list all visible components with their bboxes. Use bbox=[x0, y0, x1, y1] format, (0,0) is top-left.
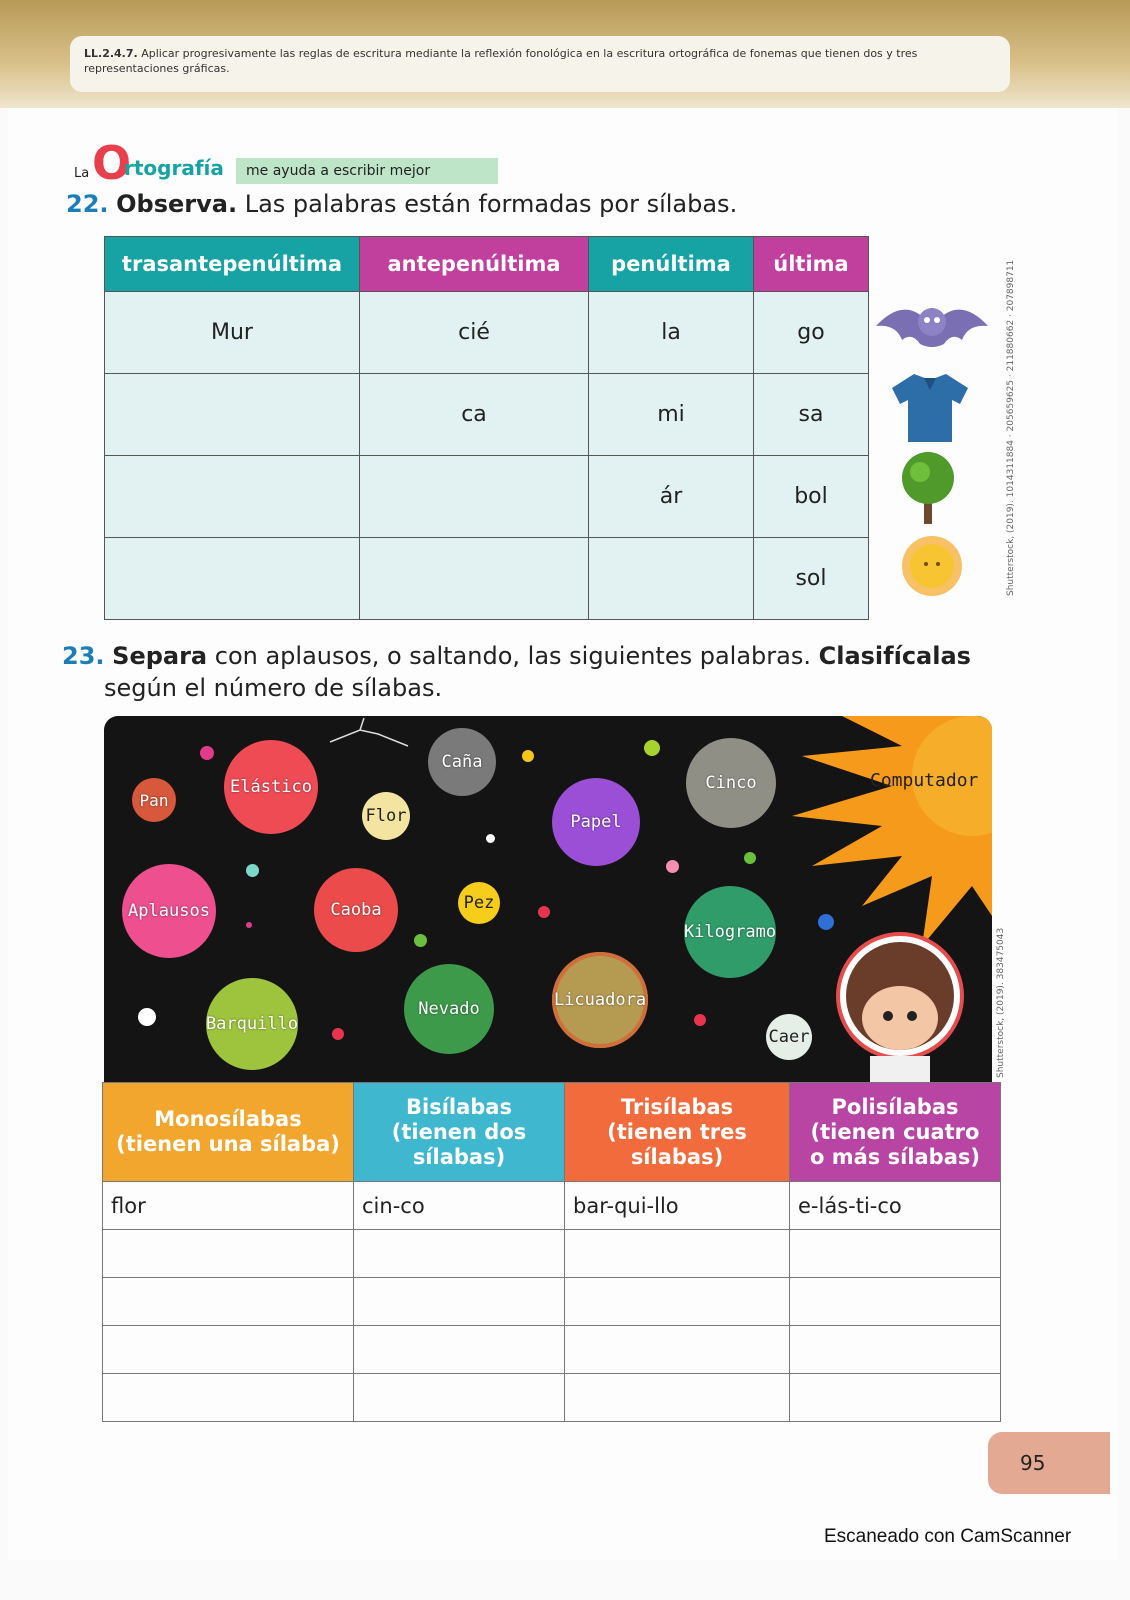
cls-cell[interactable]: e-lás-ti-co bbox=[790, 1182, 1001, 1230]
syl-cell[interactable]: sa bbox=[754, 374, 869, 456]
syl-header: antepenúltima bbox=[360, 237, 589, 292]
cls-cell[interactable] bbox=[790, 1230, 1001, 1278]
star-dot bbox=[332, 1028, 344, 1040]
table-row bbox=[105, 292, 869, 374]
cls-cell[interactable] bbox=[565, 1374, 790, 1422]
planet-pez[interactable]: Pez bbox=[458, 882, 500, 924]
section-subtitle: me ayuda a escribir mejor bbox=[236, 158, 498, 184]
table-row bbox=[103, 1182, 1001, 1230]
page-number: 95 bbox=[988, 1432, 1110, 1494]
planet-cinco[interactable]: Cinco bbox=[686, 738, 776, 828]
table-row bbox=[105, 456, 869, 538]
syl-cell[interactable]: sol bbox=[754, 538, 869, 620]
cls-header-polisilabas: Polisílabas (tienen cuatro o más sílabas) bbox=[790, 1083, 1001, 1182]
syl-cell[interactable]: ca bbox=[360, 374, 589, 456]
q23-text1: con aplausos, o saltando, las siguientes palabras. bbox=[207, 642, 819, 670]
q22-number: 22. bbox=[66, 190, 109, 218]
credit-top: Shutterstock, (2019). 1014311884 · 205659625 · 211880662 · 207898711 bbox=[1006, 259, 1016, 596]
sun-burst-icon bbox=[782, 716, 992, 946]
cls-cell[interactable] bbox=[565, 1278, 790, 1326]
question-22 bbox=[66, 190, 737, 218]
star-dot bbox=[538, 906, 550, 918]
planet-licuadora[interactable]: Licuadora bbox=[552, 952, 648, 1048]
cls-header-trisilabas: Trisílabas (tienen tres sílabas) bbox=[565, 1083, 790, 1182]
credit-space: Shutterstock, (2019). 383475043 bbox=[996, 927, 1006, 1078]
sun-icon bbox=[898, 532, 966, 600]
star-dot bbox=[818, 914, 834, 930]
cls-cell[interactable] bbox=[354, 1326, 565, 1374]
syl-cell[interactable]: mi bbox=[589, 374, 754, 456]
cls-cell[interactable]: flor bbox=[103, 1182, 354, 1230]
table-row bbox=[103, 1230, 1001, 1278]
section-big-letter: O bbox=[92, 136, 132, 190]
planet-kilogramo[interactable]: Kilogramo bbox=[684, 886, 776, 978]
cls-cell[interactable] bbox=[565, 1326, 790, 1374]
star-dot bbox=[246, 864, 259, 877]
planet-papel[interactable]: Papel bbox=[552, 778, 640, 866]
syl-header: última bbox=[754, 237, 869, 292]
syl-cell[interactable] bbox=[105, 374, 360, 456]
syl-cell[interactable]: ár bbox=[589, 456, 754, 538]
planet-cana[interactable]: Caña bbox=[428, 728, 496, 796]
syl-cell[interactable] bbox=[105, 456, 360, 538]
planet-barquillo[interactable]: Barquillo bbox=[206, 978, 298, 1070]
cls-cell[interactable] bbox=[354, 1278, 565, 1326]
q23-bold1: Separa bbox=[112, 642, 208, 670]
syl-cell[interactable] bbox=[360, 538, 589, 620]
planet-caer[interactable]: Caer bbox=[766, 1014, 812, 1060]
standard-box bbox=[70, 36, 1010, 92]
cls-cell[interactable] bbox=[103, 1326, 354, 1374]
syl-header: penúltima bbox=[589, 237, 754, 292]
star-dot bbox=[246, 922, 252, 928]
star-dot bbox=[694, 1014, 706, 1026]
planet-elastico[interactable]: Elástico bbox=[224, 740, 318, 834]
table-row bbox=[103, 1326, 1001, 1374]
table-row bbox=[103, 1278, 1001, 1326]
syl-cell[interactable]: bol bbox=[754, 456, 869, 538]
syl-cell[interactable] bbox=[105, 538, 360, 620]
section-title: rtografía bbox=[124, 156, 224, 180]
table-row bbox=[103, 1374, 1001, 1422]
constellation-icon bbox=[324, 716, 424, 756]
cls-cell[interactable] bbox=[103, 1374, 354, 1422]
star-dot bbox=[644, 740, 660, 756]
space-illustration bbox=[104, 716, 992, 1082]
scanner-watermark: Escaneado con CamScanner bbox=[824, 1526, 1072, 1547]
cls-header-bisilabas: Bisílabas (tienen dos sílabas) bbox=[354, 1083, 565, 1182]
shirt-icon bbox=[890, 370, 970, 444]
star-dot bbox=[414, 934, 427, 947]
planet-computador[interactable]: Computador bbox=[870, 770, 979, 791]
section-la: La bbox=[74, 166, 90, 181]
cls-cell[interactable]: bar-qui-llo bbox=[565, 1182, 790, 1230]
cls-cell[interactable] bbox=[790, 1374, 1001, 1422]
star-dot bbox=[200, 746, 214, 760]
star-dot bbox=[486, 834, 495, 843]
tree-icon bbox=[896, 450, 960, 526]
q22-text: Las palabras están formadas por sílabas. bbox=[237, 190, 738, 218]
planet-caoba[interactable]: Caoba bbox=[314, 868, 398, 952]
star-dot bbox=[666, 860, 679, 873]
planet-nevado[interactable]: Nevado bbox=[404, 964, 494, 1054]
bat-icon bbox=[872, 288, 992, 364]
syl-cell[interactable]: Mur bbox=[105, 292, 360, 374]
syl-cell[interactable]: go bbox=[754, 292, 869, 374]
cls-header-monosilabas: Monosílabas (tienen una sílaba) bbox=[103, 1083, 354, 1182]
cls-cell[interactable] bbox=[103, 1230, 354, 1278]
astronaut-icon bbox=[834, 922, 964, 1082]
cls-cell[interactable] bbox=[354, 1374, 565, 1422]
star-dot bbox=[138, 1008, 156, 1026]
standard-code: LL.2.4.7. bbox=[84, 47, 138, 60]
cls-cell[interactable] bbox=[103, 1278, 354, 1326]
standard-text: Aplicar progresivamente las reglas de escritura mediante la reflexión fonológica en la escritura ortográfica de fonemas que tienen dos y tres representaciones gráficas. bbox=[84, 47, 918, 75]
q22-bold: Observa. bbox=[116, 190, 238, 218]
planet-aplausos[interactable]: Aplausos bbox=[122, 864, 216, 958]
table-row bbox=[105, 374, 869, 456]
syl-header: trasantepenúltima bbox=[105, 237, 360, 292]
syl-cell[interactable]: cié bbox=[360, 292, 589, 374]
syl-cell[interactable] bbox=[360, 456, 589, 538]
star-dot bbox=[522, 750, 534, 762]
q23-text2: según el número de sílabas. bbox=[104, 674, 443, 702]
q23-number: 23. bbox=[62, 642, 105, 670]
cls-cell[interactable]: cin-co bbox=[354, 1182, 565, 1230]
syllable-table bbox=[104, 236, 869, 620]
planet-pan[interactable]: Pan bbox=[132, 778, 176, 822]
cls-cell[interactable] bbox=[565, 1230, 790, 1278]
cls-cell[interactable] bbox=[790, 1278, 1001, 1326]
table-row bbox=[105, 538, 869, 620]
q23-bold2: Clasifícalas bbox=[818, 642, 971, 670]
star-dot bbox=[744, 852, 756, 864]
cls-cell[interactable] bbox=[790, 1326, 1001, 1374]
syl-cell[interactable] bbox=[589, 538, 754, 620]
syl-cell[interactable]: la bbox=[589, 292, 754, 374]
planet-flor[interactable]: Flor bbox=[362, 792, 410, 840]
classify-table bbox=[102, 1082, 1001, 1422]
question-23 bbox=[62, 640, 982, 704]
cls-cell[interactable] bbox=[354, 1230, 565, 1278]
